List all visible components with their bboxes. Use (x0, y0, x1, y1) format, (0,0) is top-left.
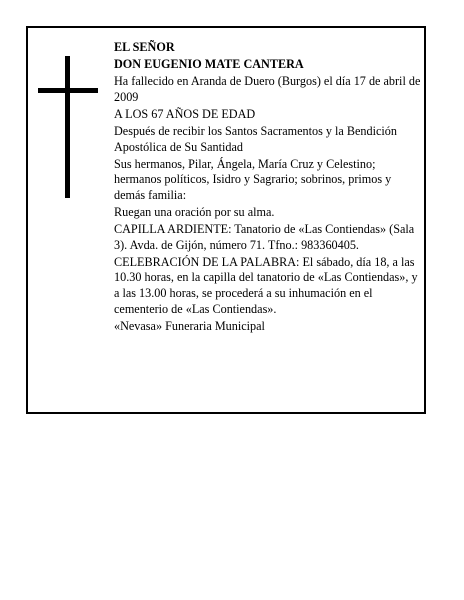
sacraments-line: Después de recibir los Santos Sacramentos y la Bendición Apostólica de Su Santidad (114, 123, 397, 154)
honorific: EL SEÑOR (114, 40, 175, 54)
cross-horizontal-bar (38, 88, 98, 93)
death-line: Ha fallecido en Aranda de Duero (Burgos) el día 17 de abril de 2009 (114, 74, 421, 104)
celebration-line: CELEBRACIÓN DE LA PALABRA: El sábado, día 18, a las 10.30 horas, en la capilla del tanatorio de «Las Contiendas», y a las 13.00 horas, se procederá a su inhumación en el cementerio de «Las Contiendas». (114, 254, 418, 316)
obituary-notice (26, 26, 426, 414)
notice-text-block (114, 40, 424, 336)
age-line: A LOS 67 AÑOS DE EDAD (114, 106, 256, 121)
prayer-line: Ruegan una oración por su alma. (114, 204, 275, 219)
deceased-name: DON EUGENIO MATE CANTERA (114, 57, 304, 72)
cross-vertical-bar (65, 56, 70, 198)
family-line: Sus hermanos, Pilar, Ángela, María Cruz y Celestino; hermanos políticos, Isidro y Sagrario; sobrinos, primos y demás familia: (114, 156, 392, 202)
funeral-home-line: «Nevasa» Funeraria Municipal (114, 318, 265, 333)
chapel-line: CAPILLA ARDIENTE: Tanatorio de «Las Contiendas» (Sala 3). Avda. de Gijón, número 71. Tfno.: 983360405. (114, 222, 415, 252)
cross-icon (38, 56, 98, 198)
